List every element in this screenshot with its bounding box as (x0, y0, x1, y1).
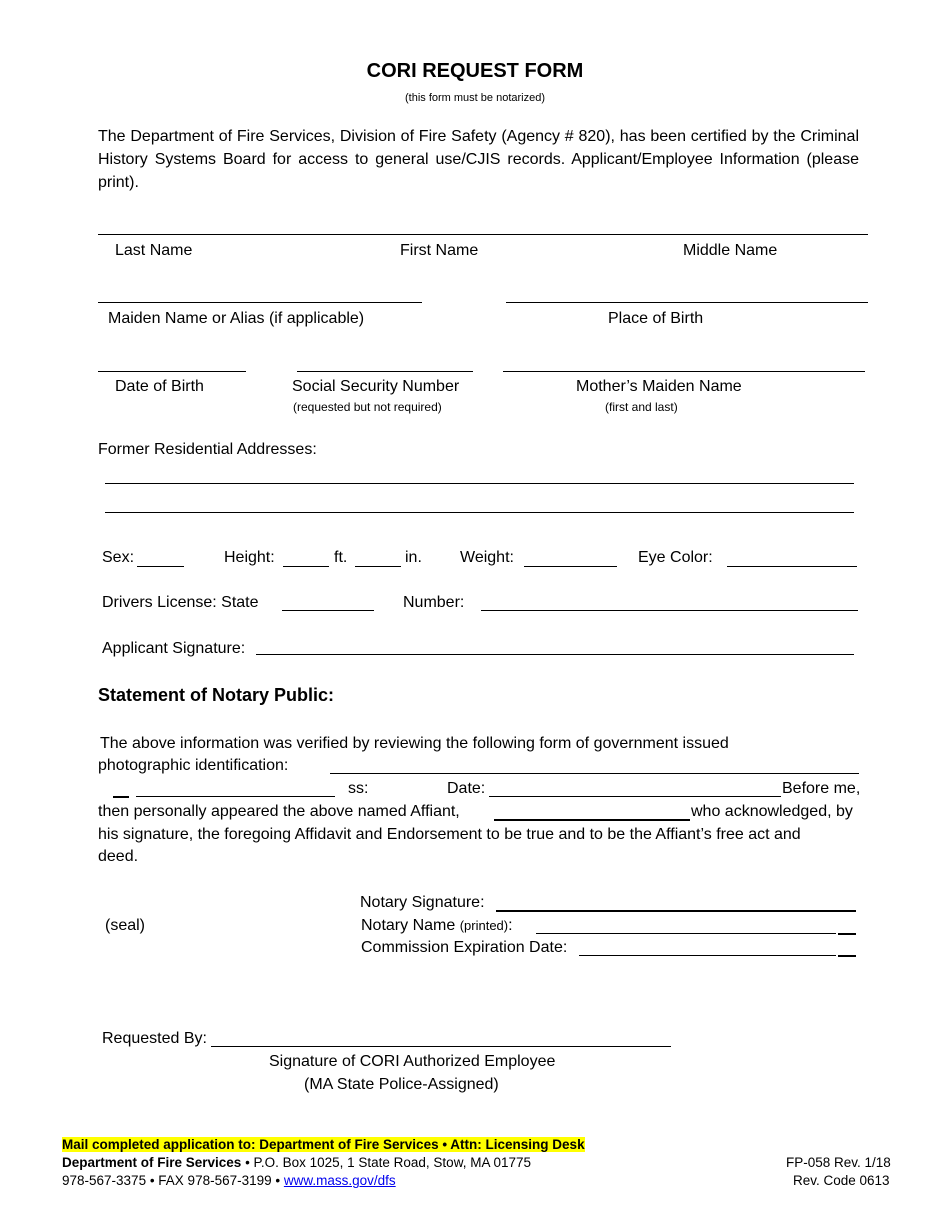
dl-number-label: Number: (403, 594, 465, 611)
ft-label: ft. (334, 549, 348, 566)
place-of-birth-label: Place of Birth (608, 310, 704, 327)
dl-state-label: Drivers License: State (102, 594, 259, 611)
venue-line[interactable] (136, 796, 335, 797)
affiant-name-line[interactable] (494, 819, 690, 821)
notary-name-label: Notary Name (printed): (361, 917, 513, 934)
ssn-line[interactable] (297, 371, 473, 372)
sex-line[interactable] (137, 566, 184, 567)
venue-short-line[interactable] (113, 796, 129, 798)
sig-caption: Signature of CORI Authorized Employee (269, 1053, 556, 1070)
footer-dept: Department of Fire Services (62, 1155, 242, 1170)
maiden-name-label: Maiden Name or Alias (if applicable) (108, 310, 365, 327)
address-line-2[interactable] (105, 512, 854, 513)
notary-line-5: his signature, the foregoing Affidavit and Endorsement to be true and to be the Affiant’s free act and (98, 826, 801, 843)
height-label: Height: (224, 549, 275, 566)
sex-label: Sex: (102, 549, 135, 566)
rev-code: Rev. Code 0613 (793, 1173, 890, 1188)
dob-label: Date of Birth (115, 378, 204, 395)
eye-color-line[interactable] (727, 566, 857, 567)
requested-by-line[interactable] (211, 1046, 671, 1047)
requested-by-label: Requested By: (102, 1030, 207, 1047)
mothers-maiden-label: Mother’s Maiden Name (576, 378, 742, 395)
mail-instruction: Mail completed application to: Department of Fire Services • Attn: Licensing Desk (62, 1137, 585, 1152)
before-me-text: Before me, (782, 780, 861, 797)
date-label: Date: (447, 780, 486, 797)
notary-line-2: photographic identification: (98, 757, 289, 774)
applicant-signature-label: Applicant Signature: (102, 640, 246, 657)
footer-address: Department of Fire Services • P.O. Box 1025, 1 State Road, Stow, MA 01775 (62, 1155, 531, 1170)
height-in-line[interactable] (355, 566, 401, 567)
dl-number-line[interactable] (481, 610, 858, 611)
maiden-name-line[interactable] (98, 302, 422, 303)
dl-state-line[interactable] (282, 610, 374, 611)
website-link[interactable]: www.mass.gov/dfs (283, 1173, 396, 1188)
notary-signature-line[interactable] (496, 910, 856, 912)
middle-name-label: Middle Name (683, 242, 778, 259)
commission-line[interactable] (579, 955, 836, 956)
printed-note: (printed) (459, 918, 509, 933)
form-title: CORI REQUEST FORM (366, 60, 584, 82)
intro-paragraph: The Department of Fire Services, Division of Fire Safety (Agency # 820), has been certified by the Criminal History Systems Board for access to general use/CJIS records. Applicant/Employee Information (please print). (98, 128, 859, 191)
notary-name-line[interactable] (536, 933, 836, 934)
in-label: in. (405, 549, 422, 566)
notary-line-1: The above information was verified by reviewing the following form of government issued (100, 735, 729, 752)
former-addresses-label: Former Residential Addresses: (98, 441, 317, 458)
mothers-maiden-note: (first and last) (605, 400, 678, 414)
identification-line[interactable] (330, 773, 859, 774)
notary-signature-label: Notary Signature: (360, 894, 485, 911)
name-line[interactable] (98, 234, 868, 235)
last-name-label: Last Name (115, 242, 193, 259)
form-code: FP-058 Rev. 1/18 (786, 1155, 891, 1170)
mothers-maiden-line[interactable] (503, 371, 865, 372)
footer-contact: 978-567-3375 • FAX 978-567-3199 • www.mass.gov/dfs (62, 1173, 396, 1188)
address-line-1[interactable] (105, 483, 854, 484)
weight-line[interactable] (524, 566, 617, 567)
sig-caption-2: (MA State Police-Assigned) (304, 1076, 499, 1093)
commission-line-end[interactable] (838, 955, 856, 957)
notary-name-line-end[interactable] (838, 933, 856, 935)
date-line[interactable] (489, 796, 781, 797)
commission-label: Commission Expiration Date: (361, 939, 568, 956)
ssn-note: (requested but not required) (293, 400, 442, 414)
first-name-label: First Name (400, 242, 479, 259)
eye-color-label: Eye Color: (638, 549, 713, 566)
ss-label: ss: (348, 780, 369, 797)
dob-line[interactable] (98, 371, 246, 372)
form-subtitle: (this form must be notarized) (405, 92, 545, 104)
place-of-birth-line[interactable] (506, 302, 868, 303)
notary-line-4b: who acknowledged, by (691, 803, 853, 820)
notary-line-6: deed. (98, 848, 139, 865)
ssn-label: Social Security Number (292, 378, 460, 395)
weight-label: Weight: (460, 549, 514, 566)
notary-heading: Statement of Notary Public: (98, 685, 335, 705)
applicant-signature-line[interactable] (256, 654, 854, 655)
notary-line-4a: then personally appeared the above named Affiant, (98, 803, 460, 820)
seal-label: (seal) (105, 917, 146, 934)
height-ft-line[interactable] (283, 566, 329, 567)
